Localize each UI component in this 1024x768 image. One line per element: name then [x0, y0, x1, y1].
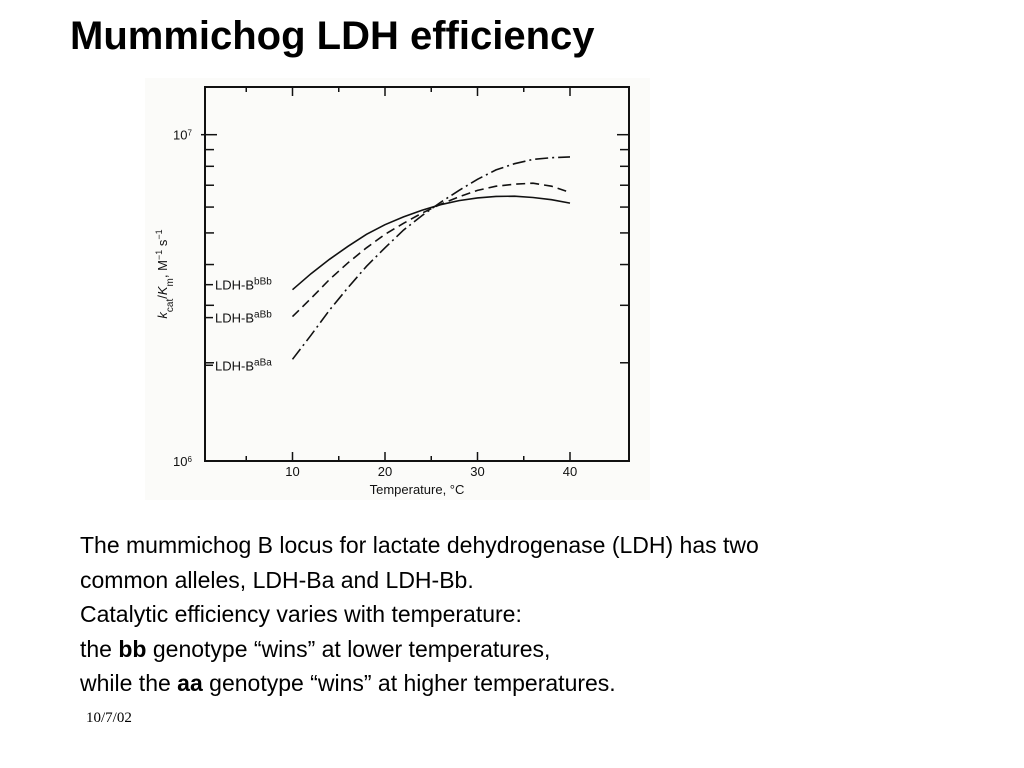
genotype-aa: aa	[177, 670, 203, 696]
series-label: LDH-$B^{aBb}$	[215, 309, 272, 326]
series-labels	[205, 276, 272, 373]
chart-svg	[145, 78, 650, 500]
genotype-bb: bb	[118, 635, 147, 662]
caption-line-2: common alleles, LDH-Ba and LDH-Bb.	[80, 566, 474, 593]
caption-text: the	[80, 635, 119, 662]
x-axis-label: Temperature, °C	[369, 482, 465, 497]
axis-ticks	[201, 87, 629, 461]
x-tick-label: 10	[285, 464, 300, 479]
series-label: LDH-$B^{aBa}$	[215, 356, 272, 374]
tick-labels	[173, 128, 577, 479]
series-line	[293, 157, 571, 359]
caption-line-3: Catalytic efficiency varies with temperature:	[80, 601, 522, 627]
y-axis-label	[154, 229, 176, 318]
x-tick-label: 30	[470, 464, 485, 479]
caption-line-1: The mummichog B locus for lactate dehydrogenase (LDH) has two	[80, 532, 759, 558]
y-tick-label: $10^7$	[173, 127, 192, 143]
svg-text:kcat/Km, M−1 s−1: $k_{cat}/K_m$, $M^{-1}$ $s^{-1}$	[154, 229, 176, 319]
plot-frame	[205, 87, 629, 461]
caption-text: genotype “wins” at higher temperatures.	[202, 670, 616, 696]
chart-curves	[293, 157, 571, 359]
x-tick-label: 40	[562, 464, 578, 479]
caption-text: genotype “wins” at lower temperatures,	[146, 635, 551, 662]
caption	[80, 528, 980, 701]
series-line	[293, 183, 571, 316]
caption-text: while the	[80, 670, 178, 696]
slide-date: 10/7/02	[86, 710, 132, 726]
series-label: LDH-$B^{bBb}$	[215, 276, 272, 293]
y-tick-label: $10^6$	[173, 454, 192, 469]
caption-line-4	[80, 632, 980, 667]
x-tick-label: 20	[377, 464, 393, 479]
slide-title: Mummichog LDH efficiency	[70, 14, 595, 58]
caption-line-5	[80, 666, 980, 701]
chart-figure	[145, 78, 650, 500]
